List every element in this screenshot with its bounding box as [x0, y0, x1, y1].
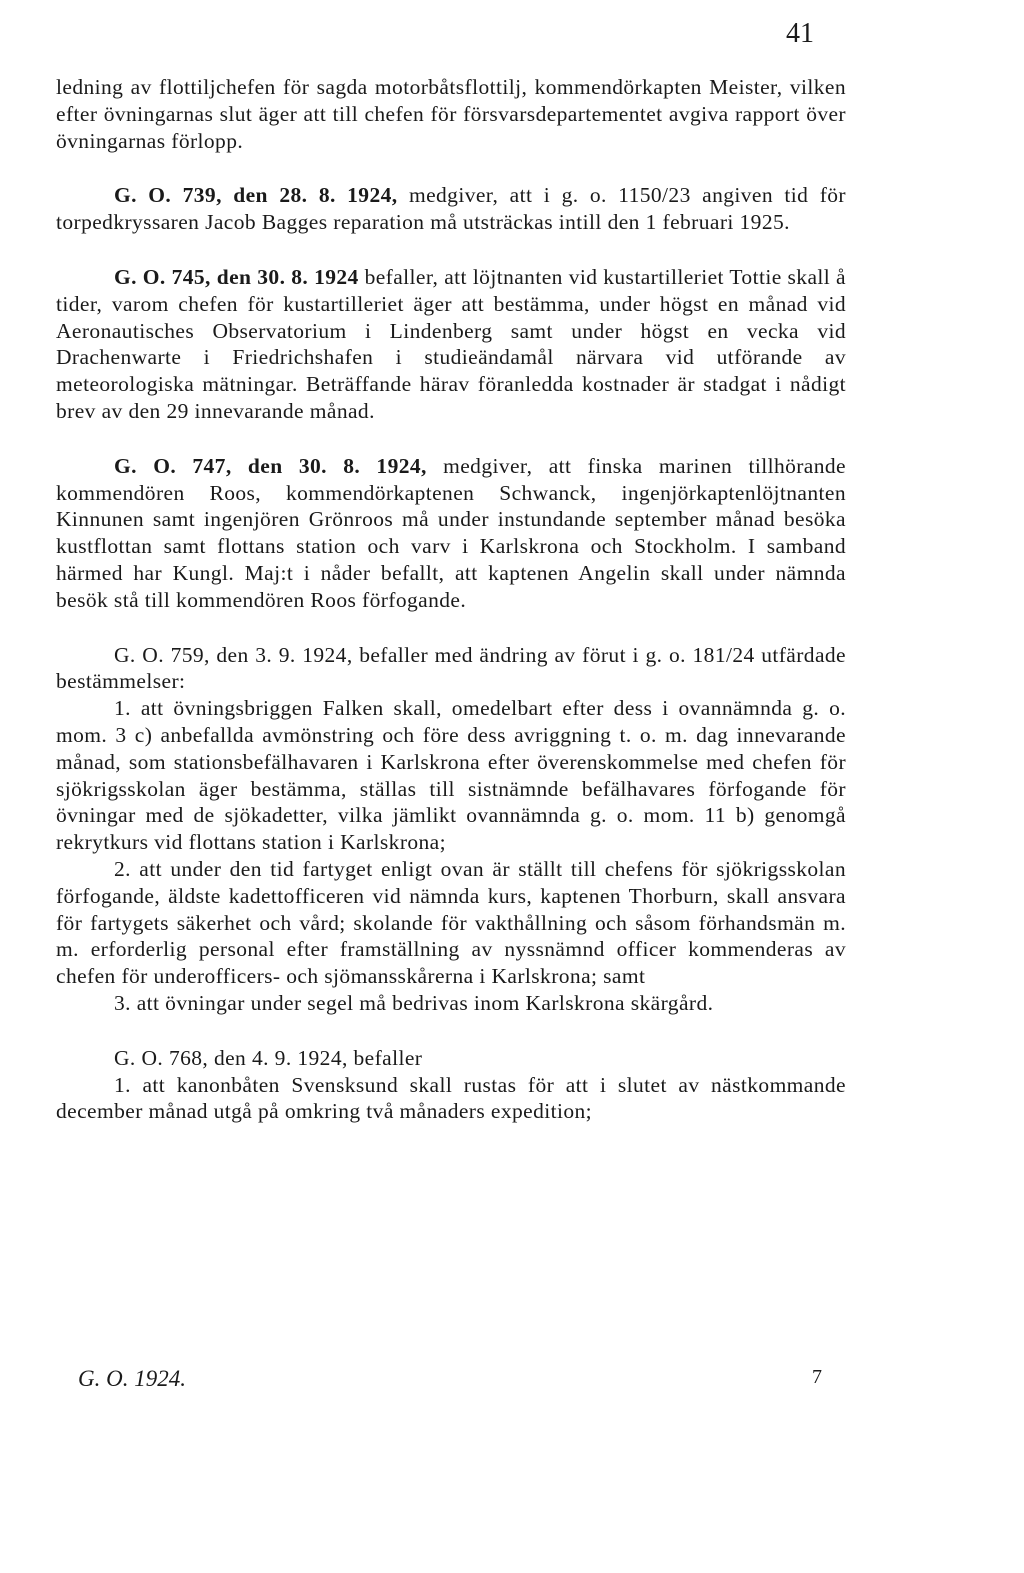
order-739-ref: G. O. 739, den 28. 8. 1924,: [114, 183, 398, 208]
order-759-text: befaller med ändring av förut i g. o. 181/24 utfärdade bestämmelser:: [56, 642, 846, 694]
order-745-text: befaller, att löjtnanten vid kustartilleriet Tottie skall å tider, varom chefen för kustartilleriet äger att bestämma, under högst en månad vid Aeronautisches Observatorium i Lindenberg samt under högst en vecka vid Drachenwarte i Friedrichshafen i studieändamål närvara vid utförande av meteorologiska mätningar. Beträffande härav föranledda kostnader är stadgat i nådigt brev av den 29 innevarande månad.: [56, 264, 846, 423]
intro-paragraph: ledning av flottiljchefen för sagda motorbåtsflottilj, kommendörkapten Meister, vilken efter övningarnas slut äger att till chefen för försvarsdepartementet avgiva rapport över övningarnas förlopp.: [56, 75, 846, 153]
order-768-text: befaller: [347, 1045, 423, 1070]
order-747-text: medgiver, att finska marinen tillhörande kommendören Roos, kommendörkaptenen Schwanck, ingenjörkaptenlöjtnanten Kinnunen samt ingenjören Grönroos må under instundande september månad besöka kustflottan samt flottans station och varv i Karlskrona och Stockholm. I samband härmed har Kungl. Maj:t i nåder befallt, att kaptenen Angelin skall under nämnda besök stå till kommendören Roos förfogande.: [56, 453, 846, 612]
order-747-paragraph: [56, 453, 846, 614]
order-759-block: [56, 642, 846, 1017]
footer-signature-mark: 7: [812, 1366, 822, 1388]
order-759-item-2: 2. att under den tid fartyget enligt ovan är ställt till chefens för sjökrigsskolan förfogande, äldste kadettofficeren vid nämnda kurs, kaptenen Thorburn, skall ansvara för fartygets säkerhet och vård; skolande för vakthållning och såsom förhandsmän m. m. erforderlig personal efter framställning av nyssnämnd officer kommenderas av chefen för underofficers- och sjömansskårerna i Karlskrona; samt: [56, 856, 846, 989]
footer-source: G. O. 1924.: [78, 1366, 186, 1391]
order-768-ref: G. O. 768, den 4. 9. 1924,: [114, 1045, 348, 1070]
order-759-paragraph: [56, 642, 846, 696]
order-739-text: medgiver, att i g. o. 1150/23 angiven tid för torpedkryssaren Jacob Bagges reparation må utsträckas intill den 1 februari 1925.: [56, 183, 846, 235]
order-759-item-3: 3. att övningar under segel må bedrivas inom Karlskrona skärgård.: [114, 990, 714, 1015]
order-745-ref: G. O. 745, den 30. 8. 1924: [114, 264, 359, 289]
order-747-ref: G. O. 747, den 30. 8. 1924,: [114, 453, 427, 478]
page-number: 41: [786, 18, 814, 49]
order-768-item-1: 1. att kanonbåten Svensksund skall rustas för att i slutet av nästkommande december månad utgå på omkring två månaders expedition;: [56, 1072, 846, 1124]
page-body: [56, 74, 846, 1153]
order-759-item-1: 1. att övningsbriggen Falken skall, omedelbart efter dess i ovannämnda g. o. mom. 3 c) anbefallda avmönstring och före dess avriggning t. o. m. dag innevarande månad, som stationsbefälhavaren i Karlskrona efter överenskommelse med chefen för sjökrigsskolan äger bestämma, ställas till sistnämnde befälhavares förfogande för övningar med de sjökadetter, vilka jämlikt ovannämnda g. o. mom. 11 b) genomgå rekrytkurs vid flottans station i Karlskrona;: [56, 696, 846, 855]
order-745-paragraph: [56, 264, 846, 425]
order-768-block: [56, 1045, 846, 1125]
order-739-paragraph: [56, 182, 846, 236]
order-768-paragraph: [56, 1045, 846, 1072]
order-759-ref: G. O. 759, den 3. 9. 1924,: [114, 642, 353, 667]
